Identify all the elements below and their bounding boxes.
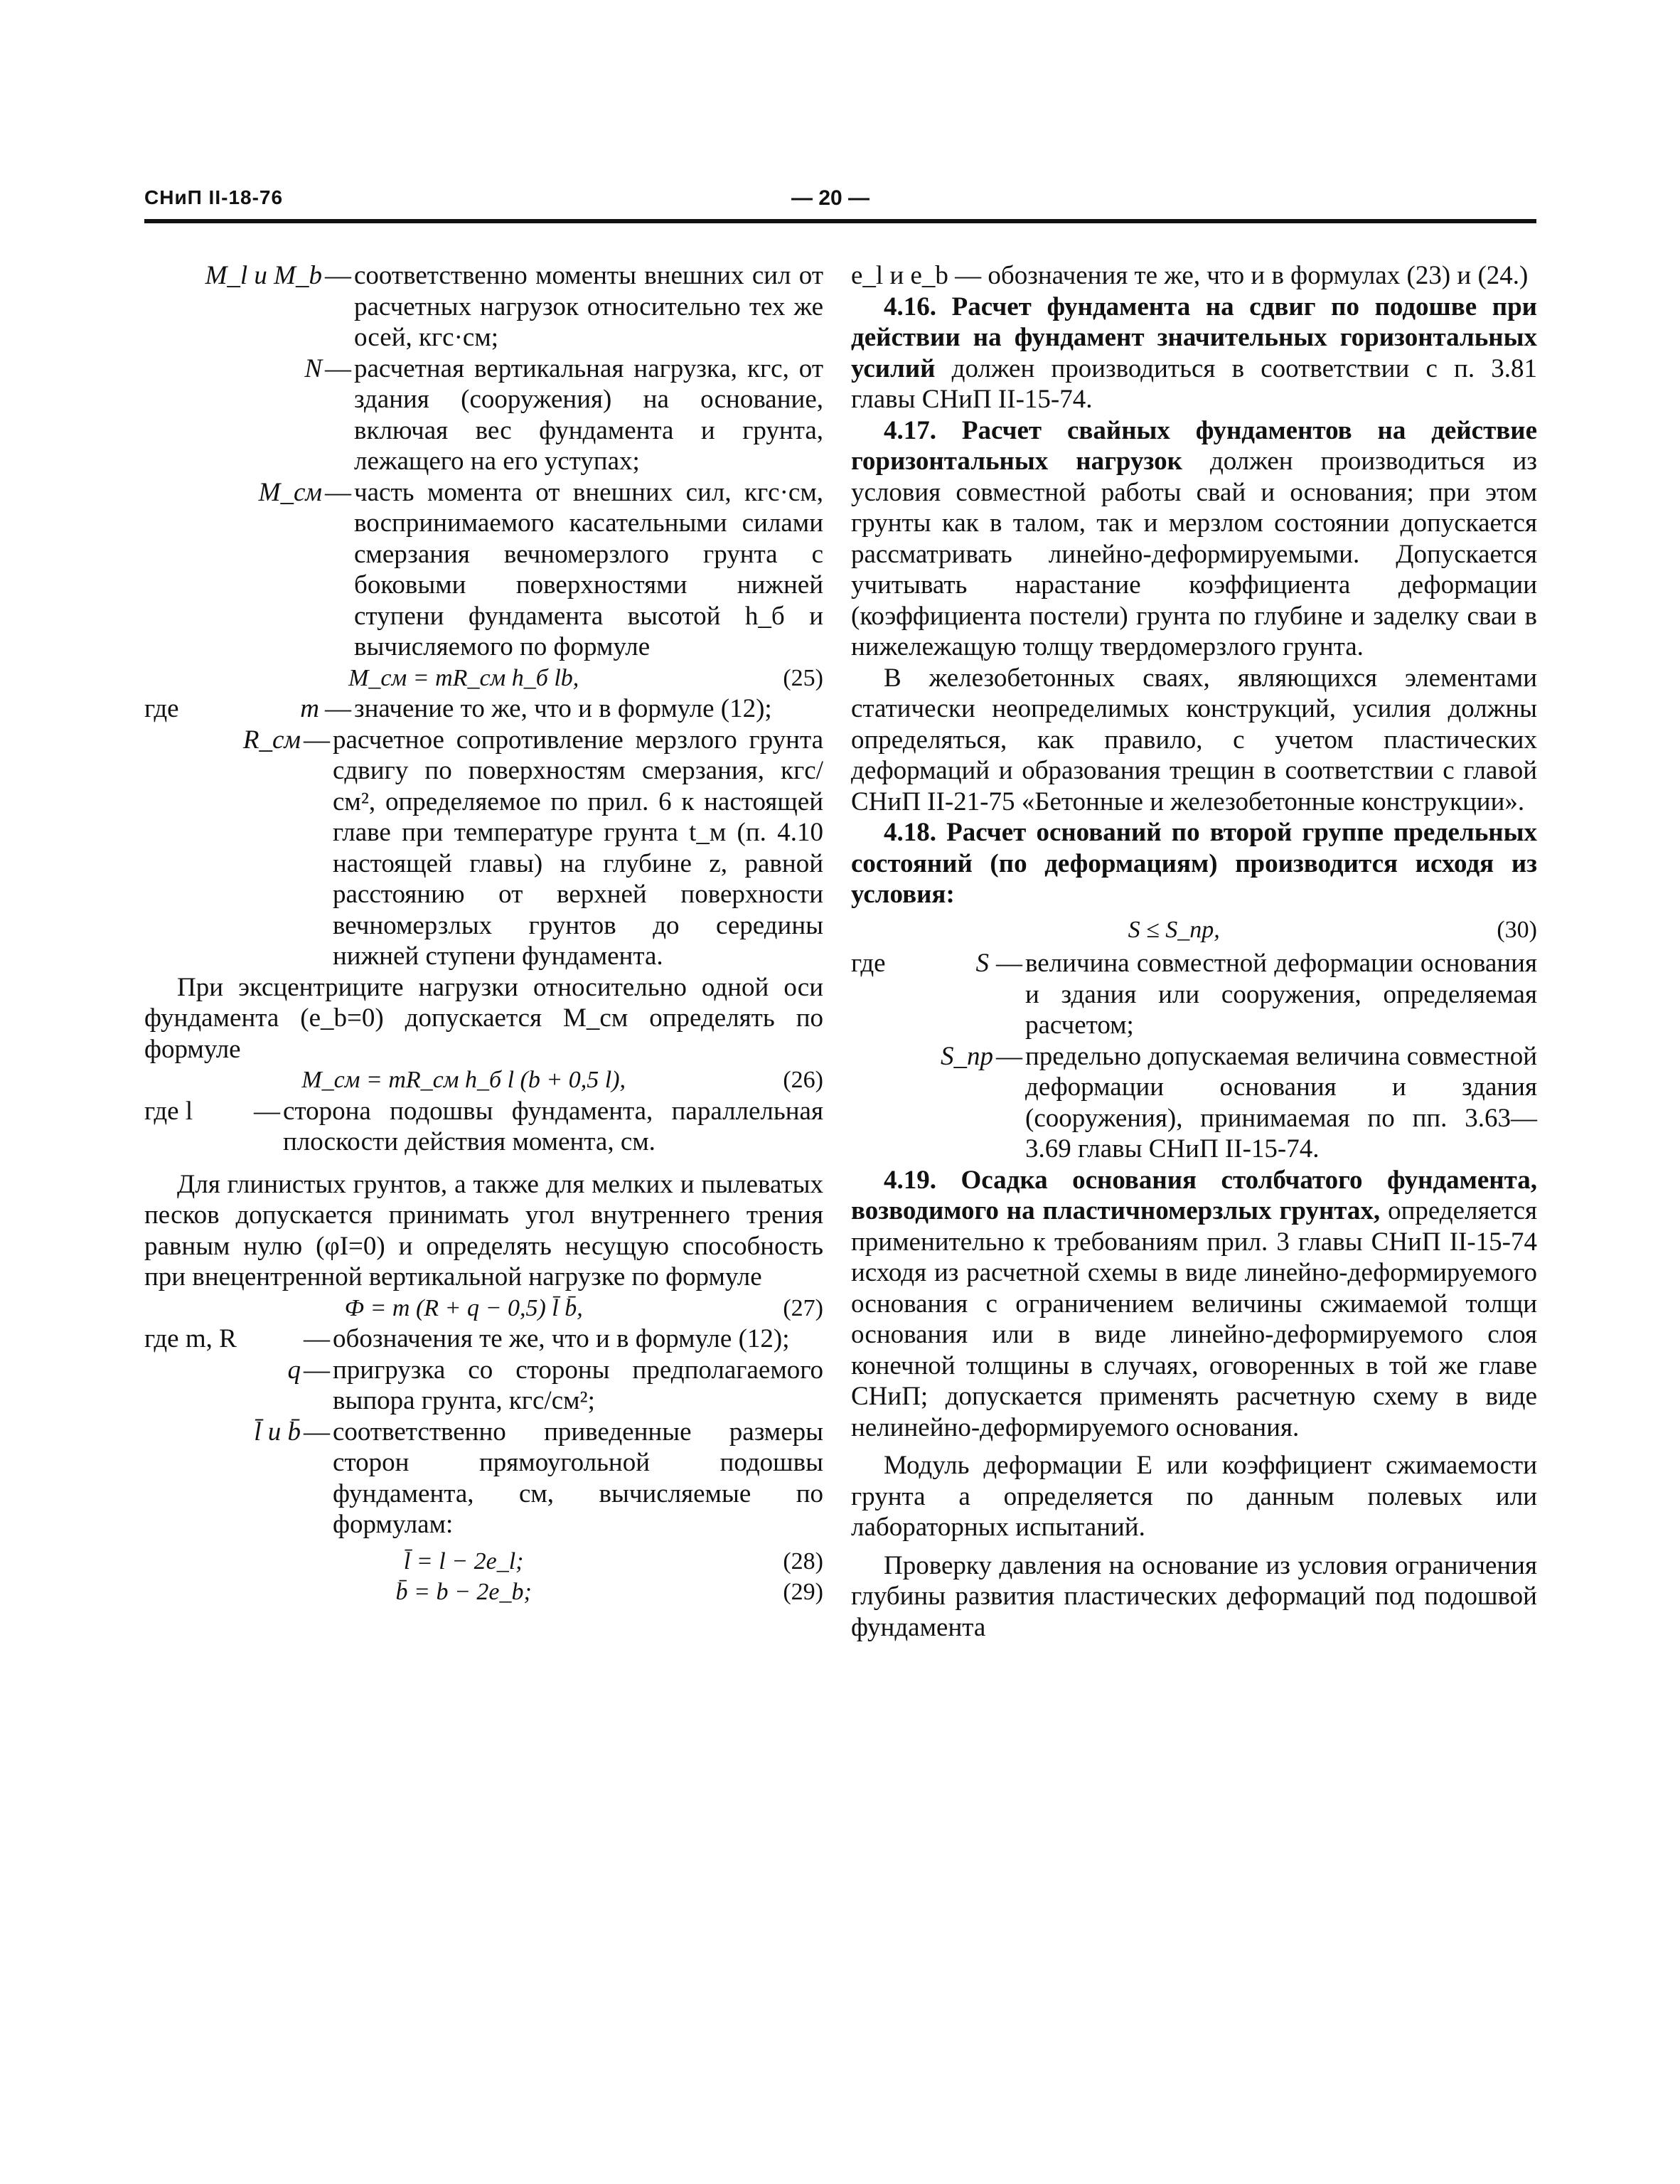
definition-s-pr <box>851 1041 1537 1165</box>
section-heading: 4.17. Расчет свайных фундаментов на действие горизонтальных нагрузок <box>851 415 1537 476</box>
definition-dash: — <box>325 694 351 723</box>
formula-30 <box>851 915 1537 946</box>
definition-m-r <box>144 1323 823 1355</box>
definition-text: значение то же, что и в формуле (12); <box>354 694 772 723</box>
definition-dash: — <box>325 353 351 383</box>
header-rule <box>144 219 1536 223</box>
where-label: где <box>851 949 886 978</box>
definition-term: S_пр <box>941 1041 993 1071</box>
formula-number: (27) <box>783 1294 823 1321</box>
section-4-19 <box>851 1165 1537 1444</box>
definition-text: пригрузка со стороны предполагаемого выпора грунта, кгс/см²; <box>333 1355 823 1415</box>
definition-term: S <box>975 949 989 978</box>
definition-n <box>144 353 823 477</box>
document-code: СНиП II-18-76 <box>144 186 284 208</box>
section-heading: 4.18. Расчет оснований по второй группе предельных состояний (по деформациям) <box>851 818 1537 878</box>
section-body: определяется применительно к требованиям прил. 3 главы СНиП II-15-74 исходя из расчетной схемы в виде линейно-деформируемого основания с ограничением величины сжимаемой толщи основания или в виде линейно-деформируемого слоя конечной толщины в случаях, оговоренных в той же главе СНиП; допускается применять расчетную схему в виде нелинейно-деформируемого основания. <box>851 1196 1538 1442</box>
section-heading: 4.16. Расчет фундамента на сдвиг по подошве при действии на фундамент значительных горизонтальных усилий <box>851 292 1537 383</box>
section-body: производится исходя из условия: <box>851 848 1538 909</box>
section-body: должен производиться в соответствии с п. 3.81 главы СНиП II-15-74. <box>851 353 1538 414</box>
formula-expression: M_см = mR_см h_б lb, <box>348 664 579 691</box>
right-column <box>851 260 1537 1643</box>
definition-text: сторона подошвы фундамента, параллельная плоскости действия момента, см. <box>283 1096 823 1156</box>
formula-25 <box>144 663 823 694</box>
where-label: где <box>144 694 179 723</box>
section-4-16 <box>851 292 1537 415</box>
definition-m <box>144 693 823 725</box>
definition-term: M_см <box>258 477 322 507</box>
paragraph-reinforced-concrete: В железобетонных сваях, являющихся элементами статически неопределимых конструкций, усилия должны определяться, как правило, с учетом пластических деформаций и образования трещин в соответствии с главой СНиП II-21-75 «Бетонные и железобетонные конструкции». <box>851 663 1537 816</box>
formula-number: (29) <box>783 1579 823 1605</box>
section-heading: 4.19. Осадка основания столбчатого фундамента, возводимого на пластичномерзлых грунтах, <box>851 1165 1537 1225</box>
definition-q <box>144 1355 823 1417</box>
definition-term: M_l и M_b <box>205 261 322 290</box>
section-4-18 <box>851 817 1537 910</box>
definition-dash: — <box>325 477 351 507</box>
section-body: должен производиться из условия совместной работы свай и основания; при этом грунты как в талом, так и мерзлом состоянии допускается рассматривать линейно-деформируемыми. Допускается учитывать нарастание коэффициента деформации (коэффициента постели) грунта по глубине и заделку сваи в нижележащую толщу твердомерзлого грунта. <box>851 447 1538 661</box>
definition-text: предельно допускаемая величина совместной деформации основания и здания (сооружения), принимаемая по пп. 3.63—3.69 главы СНиП II-15-74. <box>1025 1041 1537 1163</box>
definition-term-group <box>851 948 993 979</box>
left-column <box>144 260 823 1608</box>
definition-dash: — <box>304 1417 330 1447</box>
paragraph-modulus: Модуль деформации E или коэффициент сжимаемости грунта a определяется по данным полевых или лабораторных испытаний. <box>851 1451 1537 1542</box>
formula-expression: l̄ = l − 2e_l; <box>403 1548 524 1575</box>
formula-number: (26) <box>783 1067 823 1093</box>
definition-text: расчетное сопротивление мерзлого грунта сдвигу по поверхностям смерзания, кгс/см², определяемое по прил. 6 к настоящей главе при температуре грунта t_м (п. 4.10 настоящей главы) на глубине z, равной расстоянию от верхней поверхности вечномерзлых грунтов до середины нижней ступени фундамента. <box>333 725 823 971</box>
definition-term: где m, R <box>144 1324 237 1353</box>
definition-rcm <box>144 725 823 972</box>
formula-number: (28) <box>783 1548 823 1575</box>
paragraph-clay: Для глинистых грунтов, а также для мелких и пылеватых песков допускается принимать угол внутреннего трения равным нулю (φI=0) и определять несущую способность при внецентренной вертикальной нагрузке по формуле <box>144 1169 823 1291</box>
definition-term: l̄ и b̄ <box>254 1417 301 1447</box>
definition-text: соответственно приведенные размеры сторон прямоугольной подошвы фундамента, см, вычисляемые по формулам: <box>333 1417 823 1539</box>
formula-number: (25) <box>783 664 823 691</box>
definition-term: N <box>304 353 322 383</box>
definition-term: где l <box>144 1096 193 1126</box>
definition-text: обозначения те же, что и в формуле (12); <box>333 1324 790 1353</box>
definition-l-b <box>144 1417 823 1540</box>
definition-term: R_см <box>242 725 301 755</box>
definition-dash: — <box>996 1041 1022 1071</box>
definition-l <box>144 1096 823 1158</box>
definition-text: соответственно моменты внешних сил от расчетных нагрузок относительно тех же осей, кгс·см; <box>354 261 823 352</box>
definition-ml-mb <box>144 260 823 353</box>
formula-29 <box>144 1577 823 1608</box>
paragraph-eccentric: При эксцентриците нагрузки относительно одной оси фундамента (e_b=0) допускается M_см определять по формуле <box>144 972 823 1064</box>
formula-expression: S ≤ S_пр, <box>1128 916 1220 943</box>
formula-number: (30) <box>1497 916 1537 943</box>
paragraph-pressure-check: Проверку давления на основание из условия ограничения глубины развития пластических деформаций под подошвой фундамента <box>851 1550 1537 1642</box>
definition-term-group <box>144 693 322 725</box>
definition-dash: — <box>996 949 1022 978</box>
definition-dash: — <box>304 1355 330 1385</box>
formula-expression: b̄ = b − 2e_b; <box>395 1579 532 1605</box>
formula-expression: M_см = mR_см h_б l (b + 0,5 l), <box>301 1067 626 1093</box>
paragraph-el-eb: e_l и e_b — обозначения те же, что и в формулах (23) и (24.) <box>851 261 1529 290</box>
definition-dash: — <box>304 1324 330 1353</box>
definition-s <box>851 948 1537 1041</box>
formula-26 <box>144 1065 823 1096</box>
definition-mcm <box>144 477 823 663</box>
formula-expression: Ф = m (R + q − 0,5) l̄ b̄, <box>344 1294 583 1321</box>
definition-text: расчетная вертикальная нагрузка, кгс, от здания (сооружения) на основание, включая вес фундамента и грунта, лежащего на его уступах; <box>354 353 823 476</box>
page-number: — 20 — <box>791 186 870 210</box>
definition-dash: — <box>304 725 330 755</box>
definition-term: m <box>300 694 319 723</box>
definition-dash: — <box>325 261 351 290</box>
definition-text: часть момента от внешних сил, кгс·см, воспринимаемого касательными силами смерзания вечномерзлого грунта с боковыми поверхностями нижней ступени фундамента высотой h_б и вычисляемого по формуле <box>354 477 823 661</box>
formula-27 <box>144 1293 823 1324</box>
section-4-17 <box>851 415 1537 663</box>
definition-term: q <box>287 1355 301 1385</box>
definition-dash: — <box>254 1096 280 1126</box>
definition-text: величина совместной деформации основания и здания или сооружения, определяемая расчетом; <box>1025 949 1537 1040</box>
formula-28 <box>144 1546 823 1577</box>
